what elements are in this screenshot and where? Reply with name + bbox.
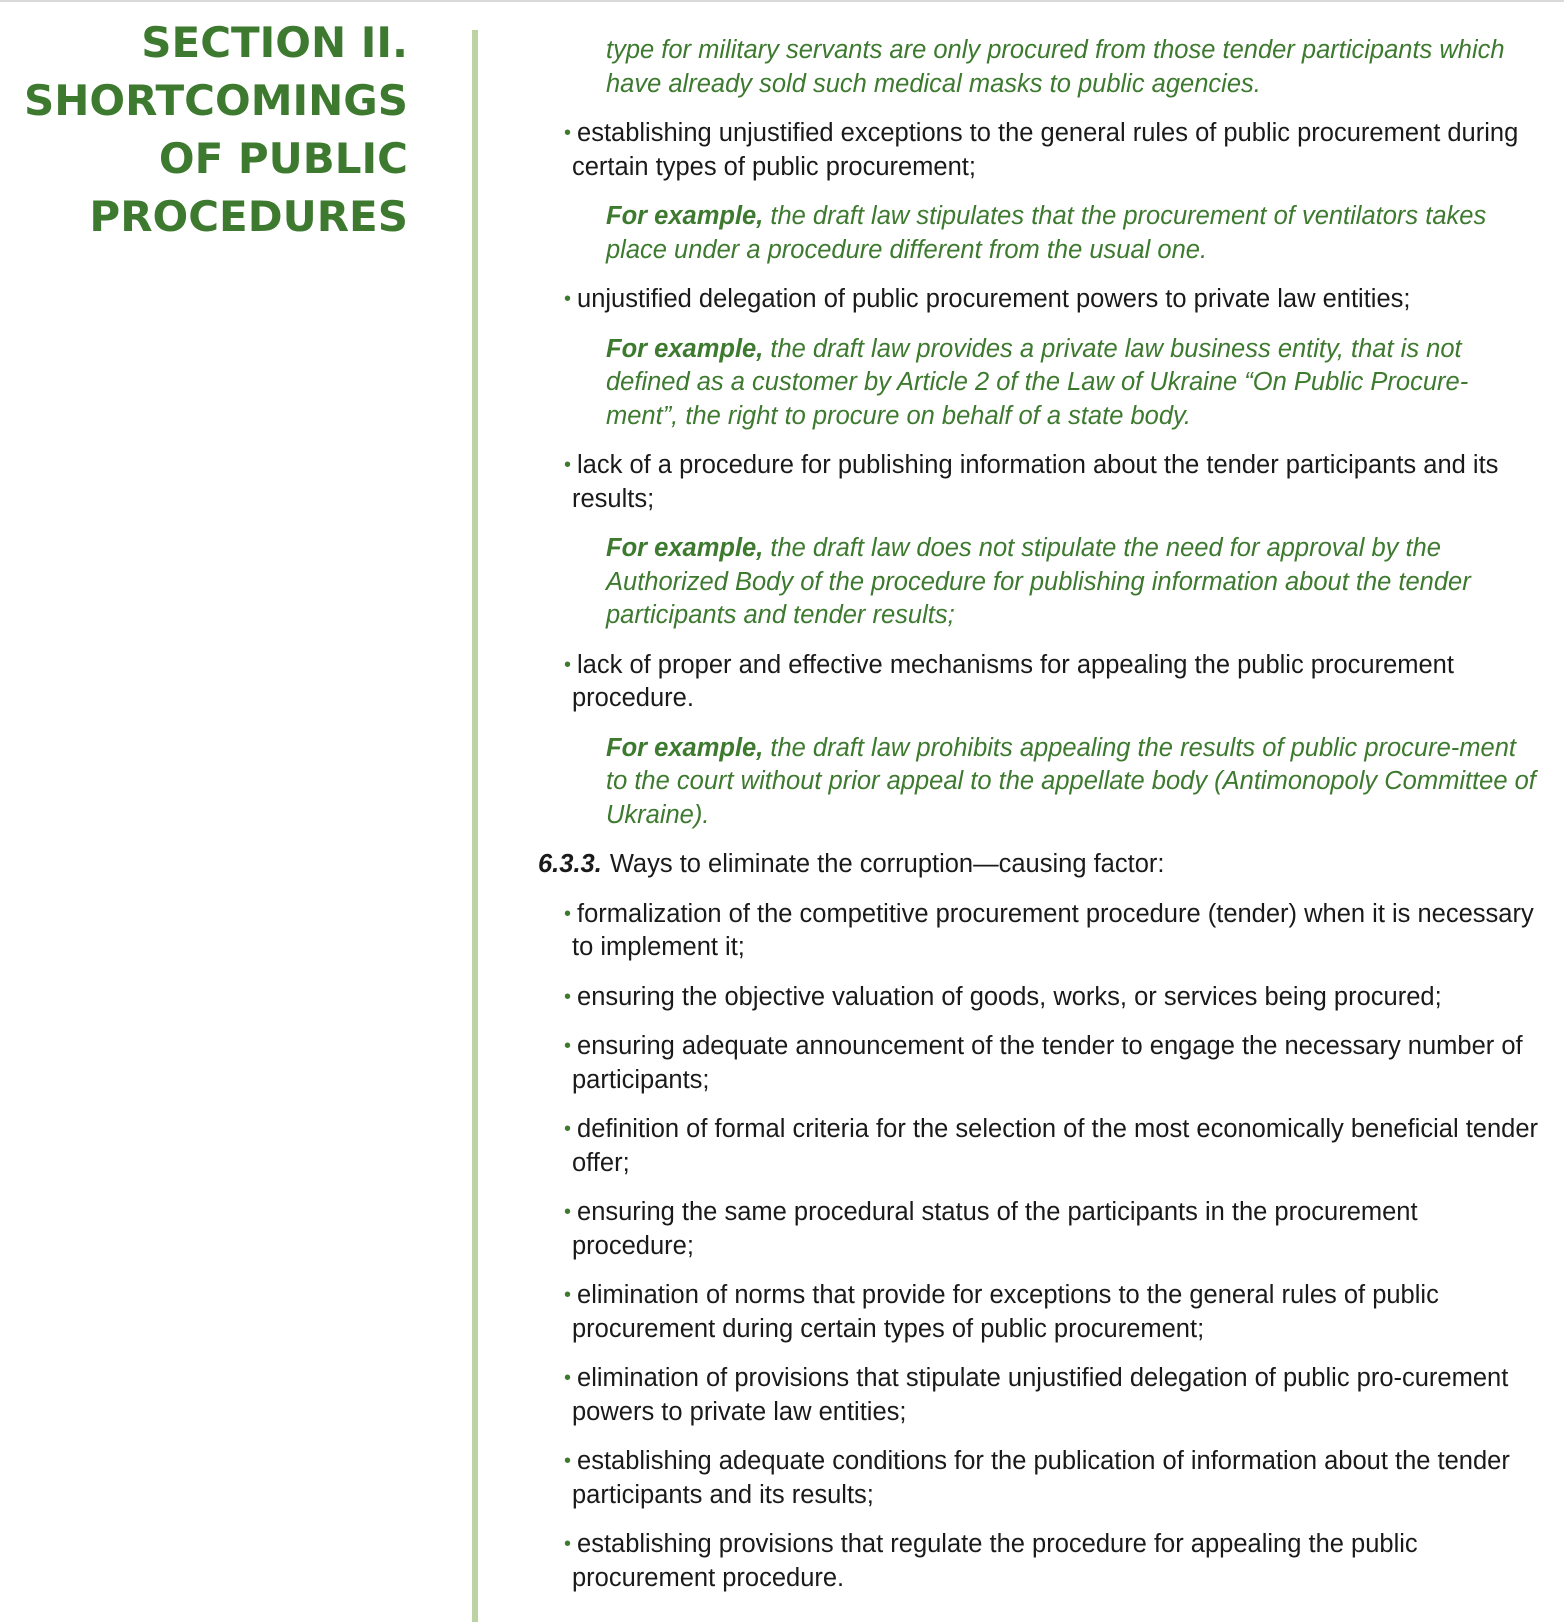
example-text	[606, 333, 1540, 434]
bullet-icon: •	[564, 985, 572, 1008]
list-item	[564, 1445, 1540, 1512]
section-heading-line: PROCEDURES	[89, 192, 408, 241]
bullet-icon: •	[564, 653, 572, 676]
list-item-text: ensuring adequate announcement of the tender to engage the necessary number of participants;	[572, 1032, 1523, 1094]
list-item	[564, 649, 1540, 716]
main-content	[532, 34, 1540, 1611]
vertical-divider	[472, 30, 478, 1622]
bullet-icon: •	[564, 122, 572, 144]
bullet-icon: •	[564, 454, 572, 476]
bullet-icon: •	[564, 1367, 572, 1389]
list-item-text: elimination of norms that provide for exceptions to the general rules of public procurement during certain types of public procurement;	[572, 1281, 1439, 1343]
list-item-text: elimination of provisions that stipulate unjustified delegation of public pro-curement powers to private law entities;	[572, 1364, 1509, 1426]
section-heading-line: SECTION II.	[141, 18, 408, 67]
list-item-text: establishing adequate conditions for the publication of information about the tender participants and its results;	[572, 1447, 1510, 1509]
example-text	[606, 532, 1540, 633]
list-item-text: ensuring the same procedural status of the participants in the procurement procedure;	[572, 1198, 1418, 1260]
list-item	[564, 1362, 1540, 1429]
list-item-text: establishing provisions that regulate the procedure for appealing the public procurement procedure.	[572, 1530, 1418, 1592]
list-item-text: lack of proper and effective mechanisms for appealing the public procurement procedure.	[572, 650, 1454, 712]
example-body: the draft law provides a private law business entity, that is not defined as a customer by Article 2 of the Law of Ukraine “On Public Procure-ment”, the right to procure on behalf of a state body.	[606, 334, 1469, 430]
bullet-icon: •	[564, 288, 572, 310]
example-text	[606, 732, 1540, 833]
section-heading	[0, 14, 408, 246]
list-item	[564, 1528, 1540, 1595]
bullet-icon: •	[564, 1533, 572, 1555]
subsection-heading	[538, 848, 1540, 882]
bullet-icon: •	[564, 1035, 572, 1057]
example-lead: For example,	[606, 733, 764, 762]
bullet-icon: •	[564, 902, 572, 925]
list-item	[564, 981, 1540, 1015]
list-item-text: unjustified delegation of public procurement powers to private law entities;	[577, 285, 1411, 313]
bullet-icon: •	[564, 1201, 572, 1223]
example-body: the draft law prohibits appealing the results of public procure-ment to the court without prior appeal to the appellate body (Antimonopoly Committee of Ukraine).	[606, 733, 1536, 829]
section-heading-line: OF PUBLIC	[158, 134, 408, 183]
example-body: type for military servants are only procured from those tender participants which have already sold such medical masks to public agencies.	[606, 36, 1505, 98]
list-item	[564, 1030, 1540, 1097]
list-item	[564, 1279, 1540, 1346]
example-text	[606, 34, 1540, 101]
list-item	[564, 449, 1540, 516]
bullet-icon: •	[564, 1284, 572, 1306]
top-rule	[0, 0, 1564, 2]
example-lead: For example,	[606, 202, 764, 230]
list-item-text: lack of a procedure for publishing information about the tender participants and its results;	[572, 451, 1499, 513]
example-body: the draft law stipulates that the procurement of ventilators takes place under a procedure different from the usual one.	[606, 202, 1487, 264]
list-item	[564, 1196, 1540, 1263]
bullet-icon: •	[564, 1450, 572, 1472]
example-lead: For example,	[606, 534, 764, 562]
list-item-text: establishing unjustified exceptions to the general rules of public procurement during certain types of public procurement;	[572, 119, 1519, 181]
list-item	[564, 1113, 1540, 1180]
example-text	[606, 200, 1540, 267]
example-body: the draft law does not stipulate the need for approval by the Authorized Body of the procedure for publishing information about the tender participants and tender results;	[606, 534, 1471, 629]
list-item	[564, 898, 1540, 965]
list-item	[564, 283, 1540, 317]
subsection-title: Ways to eliminate the corruption—causing factor:	[609, 850, 1165, 878]
bullet-icon: •	[564, 1118, 572, 1140]
list-item-text: definition of formal criteria for the selection of the most economically beneficial tender offer;	[572, 1115, 1538, 1177]
example-lead: For example,	[606, 334, 764, 363]
list-item	[564, 117, 1540, 184]
list-item-text: formalization of the competitive procurement procedure (tender) when it is necessary to implement it;	[572, 899, 1534, 961]
subsection-number: 6.3.3.	[538, 850, 602, 878]
list-item-text: ensuring the objective valuation of goods, works, or services being procured;	[577, 982, 1442, 1011]
section-heading-line: SHORTCOMINGS	[23, 76, 408, 125]
